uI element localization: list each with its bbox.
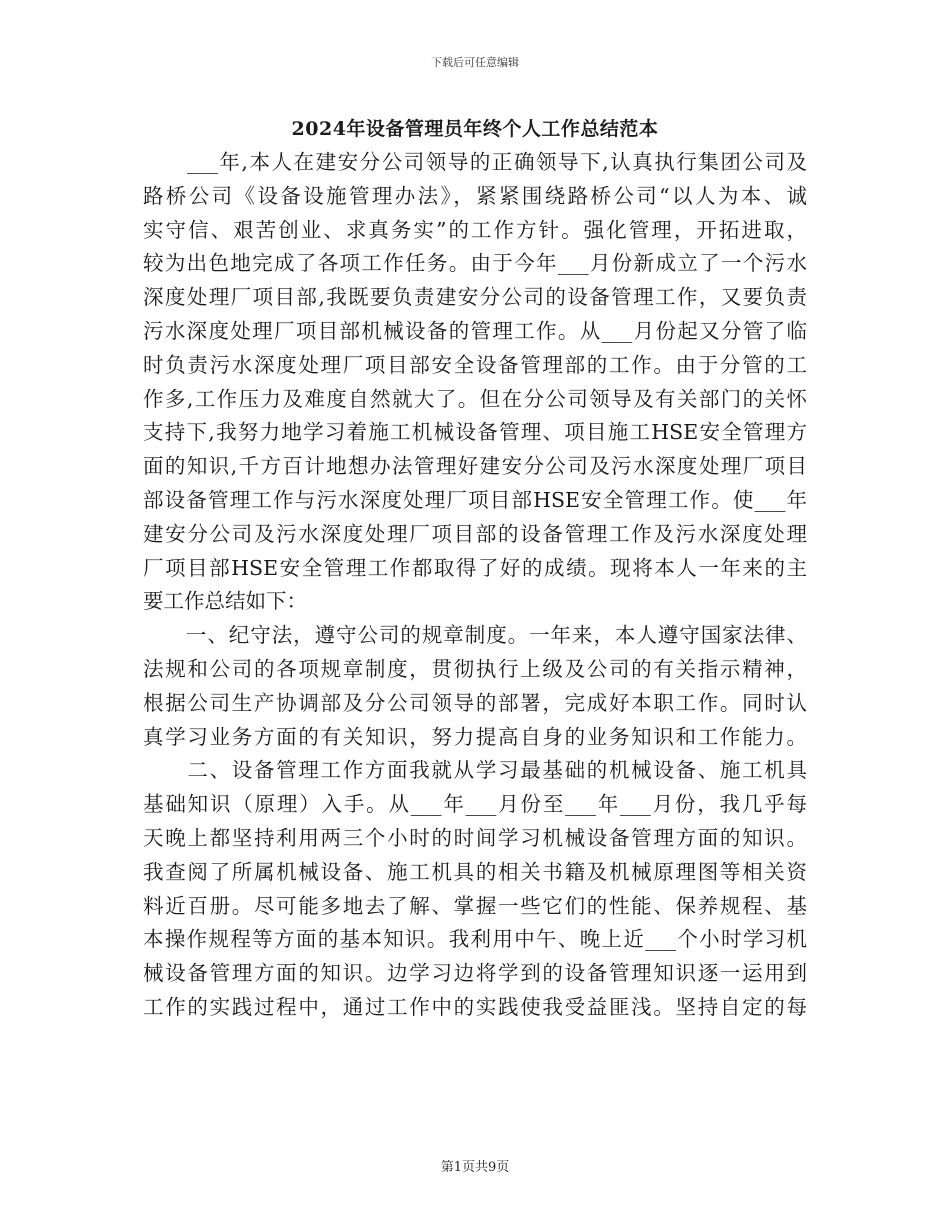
body-line: 部设备管理工作与污水深度处理厂项目部HSE安全管理工作。使___年: [143, 487, 807, 512]
body-line: 支持下,我努力地学习着施工机械设备管理、项目施工HSE安全管理方: [143, 420, 807, 445]
body-line: 时负责污水深度处理厂项目部安全设备管理部的工作。由于分管的工: [143, 352, 807, 377]
body-line: 面的知识,千方百计地想办法管理好建安分公司及污水深度处理厂项目: [143, 454, 807, 479]
body-line: 路桥公司《设备设施管理办法》，紧紧围绕路桥公司“以人为本、诚: [143, 183, 807, 208]
body-line: 要工作总结如下：: [143, 589, 307, 614]
document-title: 2024年设备管理员年终个人工作总结范本: [291, 118, 659, 140]
body-line: 实守信、艰苦创业、求真务实”的工作方针。强化管理，开拓进取，: [143, 217, 807, 242]
body-line: 械设备管理方面的知识。边学习边将学到的设备管理知识逐一运用到: [143, 961, 807, 986]
body-line: 我查阅了所属机械设备、施工机具的相关书籍及机械原理图等相关资: [143, 859, 807, 884]
body-line: 工作的实践过程中，通过工作中的实践使我受益匪浅。坚持自定的每: [143, 994, 807, 1019]
body-line: 法规和公司的各项规章制度，贯彻执行上级及公司的有关指示精神，: [143, 656, 807, 681]
body-line: 较为出色地完成了各项工作任务。由于今年___月份新成立了一个污水: [143, 251, 807, 276]
body-line: 污水深度处理厂项目部机械设备的管理工作。从___月份起又分管了临: [143, 318, 807, 343]
body-line: 基础知识（原理）入手。从___年___月份至___年___月份，我几乎每: [143, 792, 807, 817]
body-line: 本操作规程等方面的基本知识。我利用中午、晚上近___个小时学习机: [143, 927, 807, 952]
body-line: 厂项目部HSE安全管理工作都取得了好的成绩。现将本人一年来的主: [143, 555, 807, 580]
body-line: ___年,本人在建安分公司领导的正确领导下,认真执行集团公司及: [143, 150, 807, 174]
header-note: 下载后可任意编辑: [431, 56, 519, 69]
body-line: 建安分公司及污水深度处理厂项目部的设备管理工作及污水深度处理: [143, 521, 807, 546]
body-line: 深度处理厂项目部,我既要负责建安分公司的设备管理工作，又要负责: [143, 285, 807, 310]
body-line: 一、纪守法，遵守公司的规章制度。一年来，本人遵守国家法律、: [143, 623, 807, 648]
body-line: 真学习业务方面的有关知识，努力提高自身的业务知识和工作能力。: [143, 724, 807, 749]
body-line: 天晚上都坚持利用两三个小时的时间学习机械设备管理方面的知识。: [143, 825, 807, 850]
body-line: 根据公司生产协调部及分公司领导的部署，完成好本职工作。同时认: [143, 690, 807, 715]
body-line: 作多,工作压力及难度自然就大了。但在分公司领导及有关部门的关怀: [143, 386, 807, 411]
body-line: 料近百册。尽可能多地去了解、掌握一些它们的性能、保养规程、基: [143, 893, 807, 918]
document-body: [143, 146, 807, 1025]
page-number: 第1页共9页: [440, 1160, 510, 1175]
body-line: 二、设备管理工作方面我就从学习最基础的机械设备、施工机具: [143, 758, 807, 783]
